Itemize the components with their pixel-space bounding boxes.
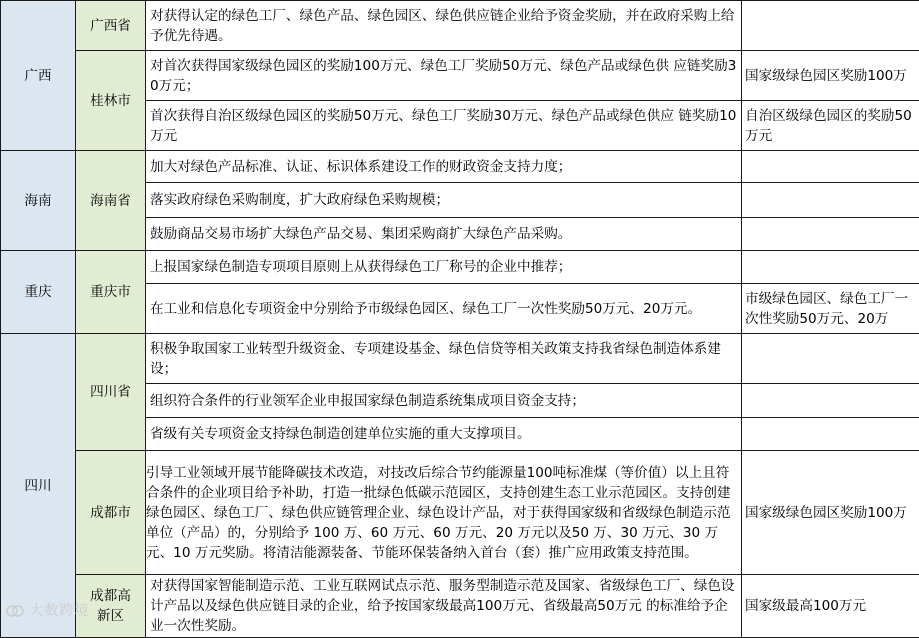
city-label: 成都高新区 xyxy=(84,586,138,626)
policy-cell: 省级有关专项资金支持绿色制造创建单位实施的重大支撑项目。 xyxy=(146,418,742,451)
table-row xyxy=(1,151,919,183)
table-row xyxy=(1,1,919,51)
watermark-text: 大数跨境 xyxy=(29,603,89,619)
city-cell-guilin xyxy=(76,51,146,151)
table-row xyxy=(1,575,919,638)
city-label: 四川省 xyxy=(90,384,131,400)
policy-cell: 对获得国家智能制造示范、工业互联网试点示范、服务型制造示范及国家、省级绿色工厂、绿色设计产品以及绿色供应链目录的企业，给予按国家级最高100万元、省级最高50万元 的标准给予企业一次性奖励。 xyxy=(146,575,742,638)
policy-cell: 鼓励商品交易市场扩大绿色产品交易、集团采购商扩大绿色产品采购。 xyxy=(146,218,742,251)
table-row xyxy=(1,51,919,101)
reward-cell xyxy=(742,418,919,451)
city-label: 成都市 xyxy=(90,505,131,521)
city-cell-chongqing xyxy=(76,251,146,334)
policy-cell: 在工业和信息化专项资金中分别给予市级绿色园区、绿色工厂一次性奖励50万元、20万元。 xyxy=(146,284,742,334)
watermark xyxy=(6,600,89,620)
table-row xyxy=(1,451,919,575)
reward-cell: 国家级最高100万元 xyxy=(742,575,919,638)
region-label: 重庆 xyxy=(24,284,51,300)
reward-cell xyxy=(742,218,919,251)
policy-cell: 上报国家绿色制造专项项目原则上从获得绿色工厂称号的企业中推荐； xyxy=(146,251,742,284)
policy-cell: 加大对绿色产品标准、认证、标识体系建设工作的财政资金支持力度； xyxy=(146,151,742,183)
reward-cell xyxy=(742,334,919,384)
city-cell-guangxi-province xyxy=(76,1,146,51)
policy-cell: 对获得认定的绿色工厂、绿色产品、绿色园区、绿色供应链企业给予资金奖励，并在政府采购上给予优先待遇。 xyxy=(146,1,742,51)
reward-cell: 国家级绿色园区奖励100万 xyxy=(742,451,919,575)
reward-cell: 市级绿色园区、绿色工厂一次性奖励50万元、20万 xyxy=(742,284,919,334)
reward-cell: 国家级绿色园区奖励100万 xyxy=(742,51,919,101)
reward-cell xyxy=(742,183,919,218)
watermark-logo-icon xyxy=(6,604,24,618)
city-cell-chengdu xyxy=(76,451,146,575)
reward-cell xyxy=(742,1,919,51)
reward-cell: 自治区级绿色园区的奖励50万元 xyxy=(742,101,919,151)
region-cell-chongqing xyxy=(1,251,76,334)
city-label: 桂林市 xyxy=(90,93,131,109)
city-label: 广西省 xyxy=(90,18,131,34)
region-label: 四川 xyxy=(24,478,51,494)
city-cell-hainan-province xyxy=(76,151,146,251)
city-cell-sichuan-province xyxy=(76,334,146,451)
region-label: 海南 xyxy=(24,193,51,209)
region-cell-hainan xyxy=(1,151,76,251)
region-cell-sichuan xyxy=(1,334,76,638)
table-row xyxy=(1,251,919,284)
policy-cell: 组织符合条件的行业领军企业申报国家绿色制造系统集成项目资金支持； xyxy=(146,384,742,418)
policy-cell: 对首次获得国家级绿色园区的奖励100万元、绿色工厂奖励50万元、绿色产品或绿色供 应链奖励30万元； xyxy=(146,51,742,101)
region-label: 广西 xyxy=(24,68,51,84)
reward-cell xyxy=(742,251,919,284)
policy-cell: 引导工业领域开展节能降碳技术改造，对技改后综合节约能源量100吨标准煤（等价值）以上且符合条件的企业项目给予补助，打造一批绿色低碳示范园区，支持创建生态工业示范园区。支持创建绿色园区、绿色工厂、绿色供应链管理企业、绿色设计产品，对于获得国家级和省级绿色制造示范单位（产品）的，分别给予 100 万、60 万元、60 万元、20 万元以及50 万、30 万元、30 万元、10 万元奖励。将清洁能源装备、节能环保装备纳入首台（套）推广应用政策支持范围。 xyxy=(146,451,742,575)
policy-cell: 积极争取国家工业转型升级资金、专项建设基金、绿色信贷等相关政策支持我省绿色制造体系建设； xyxy=(146,334,742,384)
city-label: 重庆市 xyxy=(90,284,131,300)
policy-cell: 落实政府绿色采购制度，扩大政府绿色采购规模； xyxy=(146,183,742,218)
reward-cell xyxy=(742,151,919,183)
reward-cell xyxy=(742,384,919,418)
policy-cell: 首次获得自治区级绿色园区的奖励50万元、绿色工厂奖励30万元、绿色产品或绿色供应 链奖励10万元 xyxy=(146,101,742,151)
region-cell-guangxi xyxy=(1,1,76,151)
city-label: 海南省 xyxy=(90,193,131,209)
table-row xyxy=(1,334,919,384)
